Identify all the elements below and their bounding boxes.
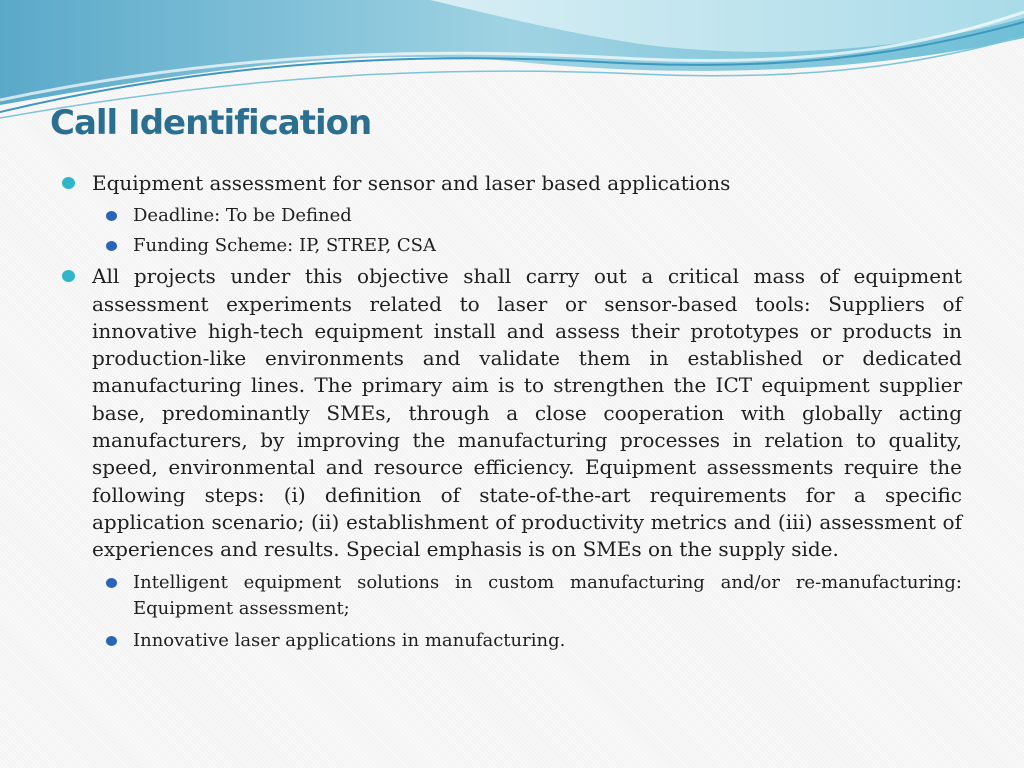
slide-title: Call Identification xyxy=(50,103,372,143)
bullet-text: Equipment assessment for sensor and laser based applications xyxy=(92,171,731,195)
teal-bullet-icon xyxy=(62,270,75,282)
blue-bullet-icon xyxy=(106,636,117,646)
slide-body xyxy=(60,170,962,660)
sub-bullet-deadline xyxy=(60,203,962,229)
bullet-equipment-assessment xyxy=(60,170,962,197)
sub-bullet-text: Deadline: To be Defined xyxy=(133,205,352,227)
blue-bullet-icon xyxy=(106,578,117,588)
sub-bullet-funding-scheme xyxy=(60,233,962,259)
sub-bullet-text: Intelligent equipment solutions in custom manufacturing and/or re-manufacturing: Equipment assessment; xyxy=(133,571,962,619)
sub-bullet-text: Funding Scheme: IP, STREP, CSA xyxy=(133,235,437,257)
sub-bullet-text: Innovative laser applications in manufacturing. xyxy=(133,629,566,651)
blue-bullet-icon xyxy=(106,241,117,251)
sub-bullet-laser-applications xyxy=(60,628,962,654)
teal-bullet-icon xyxy=(62,177,75,189)
blue-bullet-icon xyxy=(106,211,117,221)
sub-bullet-intelligent-equipment xyxy=(60,570,962,622)
bullet-projects-objective xyxy=(60,263,962,563)
bullet-text: All projects under this objective shall carry out a critical mass of equipment assessment experiments related to laser or sensor-based tools: Suppliers of innovative high-tech equipment install and assess their prototypes or products in production-like environments and validate them in established or dedicated manufacturing lines. The primary aim is to strengthen the ICT equipment supplier base, predominantly SMEs, through a close cooperation with globally acting manufacturers, by improving the manufacturing processes in relation to quality, speed, environmental and resource efficiency. Equipment assessments require the following steps: (i) definition of state-of-the-art requirements for a specific application scenario; (ii) establishment of productivity metrics and (iii) assessment of experiences and results. Special emphasis is on SMEs on the supply side. xyxy=(92,264,962,562)
